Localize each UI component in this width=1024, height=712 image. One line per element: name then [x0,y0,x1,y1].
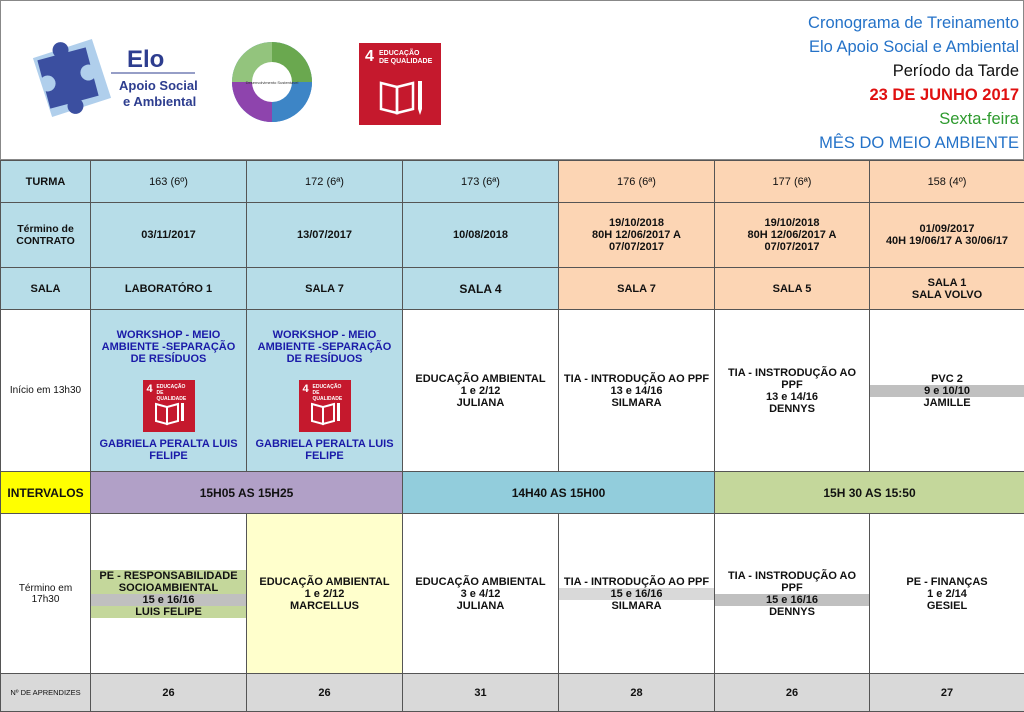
contrato-line: 19/10/2018 [764,217,820,229]
session-cell [870,310,1024,472]
title-line-2: Elo Apoio Social e Ambiental [808,38,1019,56]
title-line-3: Período da Tarde [892,62,1019,80]
session-cell [403,310,559,472]
session-instructor: GABRIELA PERALTA LUIS FELIPE [99,437,238,462]
contrato-cell [403,203,559,268]
contrato-line: 13/07/2017 [296,229,353,241]
contrato-line: 07/07/2017 [764,241,820,253]
session-cell [91,310,247,472]
session-instructor: JULIANA [456,396,505,409]
row-inicio [1,310,1024,472]
sala-line: SALA 7 [617,282,656,295]
contrato-line: 80H 12/06/2017 A [747,229,837,241]
label-intervalos: INTERVALOS [1,472,91,514]
session-cell [870,514,1024,674]
sala-cell [91,268,247,310]
row-termino [1,514,1024,674]
sala-line: SALA VOLVO [911,288,983,301]
session-instructor: MARCELLUS [289,599,360,612]
session-cell [715,514,870,674]
session-subject: TIA - INTRODUÇÃO AO PPF [563,372,710,385]
label-inicio: Início em 13h30 [1,310,91,472]
contrato-line: 40H 19/06/17 A 30/06/17 [885,235,1009,247]
schedule-table [0,160,1024,712]
badge-text1: EDUCAÇÃO [379,50,420,57]
sdg-badge-container [247,374,402,438]
intervalo-cell: 15H05 AS 15H25 [91,472,403,514]
turma-cell: 158 (4º) [870,161,1024,203]
intervalo-cell: 15H 30 AS 15:50 [715,472,1024,514]
ods-logo-text: Desenvolvimento Sustentável [245,80,299,85]
label-termino-contrato: Término de CONTRATO [1,203,91,268]
session-cell [91,514,247,674]
session-subject: TIA - INTRODUÇÃO AO PPF [563,575,710,588]
contrato-line: 03/11/2017 [141,229,196,241]
session-subject: EDUCAÇÃO AMBIENTAL [415,372,546,385]
row-aprendizes [1,674,1024,712]
session-instructor: JAMILLE [923,396,971,409]
mini-badge-text2: DE QUALIDADE [312,389,343,402]
session-classes: 1 e 2/14 [927,587,967,600]
title-date: 23 DE JUNHO 2017 [869,86,1019,104]
aprendizes-count: 31 [403,674,559,712]
sala-line: SALA 7 [305,282,344,295]
sala-line: SALA 5 [772,282,812,295]
session-classes: 13 e 14/16 [766,390,818,403]
session-subject: TIA - INSTRODUÇÃO AO PPF [727,366,857,391]
sala-cell [870,268,1024,310]
mini-badge-number: 4 [302,382,309,395]
label-termino: Término em 17h30 [1,514,91,674]
title-block [808,11,1019,155]
education-quality-badge [359,43,441,125]
sala-cell [559,268,715,310]
title-month-theme: MÊS DO MEIO AMBIENTE [819,134,1019,152]
badge-number: 4 [365,48,374,65]
session-classes: 1 e 2/12 [460,384,501,397]
education-quality-icon [143,380,195,432]
elo-name: Elo [127,46,165,73]
session-subject: WORKSHOP - MEIO AMBIENTE -SEPARAÇÃO DE RESÍDUOS [101,328,236,365]
session-cell [715,310,870,472]
label-sala: SALA [1,268,91,310]
session-classes: 15 e 16/16 [91,594,246,606]
sala-line: SALA 1 [927,276,967,289]
session-subject: EDUCAÇÃO AMBIENTAL [415,575,546,588]
turma-cell: 176 (6ª) [559,161,715,203]
sala-line: SALA 4 [459,281,502,296]
intervalo-cell: 14H40 AS 15H00 [403,472,715,514]
contrato-cell [91,203,247,268]
contrato-line: 10/08/2018 [452,229,509,241]
document-header [0,0,1024,160]
title-weekday: Sexta-feira [939,110,1019,128]
session-instructor: LUIS FELIPE [91,606,246,618]
session-cell [247,514,403,674]
contrato-cell [559,203,715,268]
ods-circle-logo [231,41,313,123]
session-classes: 3 e 4/12 [460,587,501,600]
row-contrato [1,203,1024,268]
aprendizes-count: 27 [870,674,1024,712]
contrato-cell [715,203,870,268]
session-cell [559,514,715,674]
session-instructor: GESIEL [926,599,968,612]
aprendizes-count: 26 [91,674,247,712]
session-classes: 13 e 14/16 [610,384,663,397]
session-classes: 1 e 2/12 [304,587,345,600]
session-subject: PE - FINANÇAS [906,575,988,588]
contrato-line: 80H 12/06/2017 A [592,229,681,241]
session-instructor: SILMARA [611,396,662,409]
sala-line: LABORATÓRO 1 [124,282,213,295]
sala-cell [247,268,403,310]
session-instructor: JULIANA [456,599,505,612]
session-instructor: DENNYS [769,402,815,415]
contrato-cell [870,203,1024,268]
sala-cell [715,268,870,310]
mini-badge-text1: EDUCAÇÃO [312,383,342,390]
turma-cell: 177 (6ª) [715,161,870,203]
session-subject: PE - RESPONSABILIDADE SOCIOAMBIENTAL [91,570,246,594]
mini-badge-text2: DE QUALIDADE [156,389,187,402]
aprendizes-count: 28 [559,674,715,712]
label-aprendizes: Nº DE APRENDIZES [1,674,91,712]
mini-badge-text1: EDUCAÇÃO [156,383,186,390]
mini-badge-number: 4 [146,382,153,395]
turma-cell: 173 (6ª) [403,161,559,203]
contrato-line: 07/07/2017 [608,241,665,253]
turma-cell: 163 (6º) [91,161,247,203]
session-subject: PVC 2 [931,372,963,385]
session-cell [403,514,559,674]
aprendizes-count: 26 [715,674,870,712]
session-instructor: GABRIELA PERALTA LUIS FELIPE [255,437,394,462]
elo-sub2: e Ambiental [123,94,197,109]
aprendizes-count: 26 [247,674,403,712]
session-classes: 15 e 16/16 [559,588,714,600]
session-subject: WORKSHOP - MEIO AMBIENTE -SEPARAÇÃO DE RESÍDUOS [257,328,392,365]
title-line-1: Cronograma de Treinamento [808,14,1019,32]
session-cell [247,310,403,472]
turma-cell: 172 (6ª) [247,161,403,203]
contrato-cell [247,203,403,268]
sdg-badge-container [91,374,246,438]
session-cell [559,310,715,472]
education-quality-icon [299,380,351,432]
sala-cell [403,268,559,310]
contrato-line: 01/09/2017 [919,223,975,235]
label-turma: TURMA [1,161,91,203]
session-subject: TIA - INSTRODUÇÃO AO PPF [727,569,857,594]
row-turma [1,161,1024,203]
elo-sub1: Apoio Social [119,78,198,93]
elo-puzzle-logo [23,33,203,125]
row-intervalos [1,472,1024,514]
session-instructor: DENNYS [769,605,815,618]
contrato-line: 19/10/2018 [608,217,665,229]
session-instructor: SILMARA [611,599,662,612]
session-classes: 15 e 16/16 [715,594,869,606]
row-sala [1,268,1024,310]
session-subject: EDUCAÇÃO AMBIENTAL [259,575,390,588]
session-classes: 9 e 10/10 [870,385,1024,397]
badge-text2: DE QUALIDADE [379,58,433,65]
